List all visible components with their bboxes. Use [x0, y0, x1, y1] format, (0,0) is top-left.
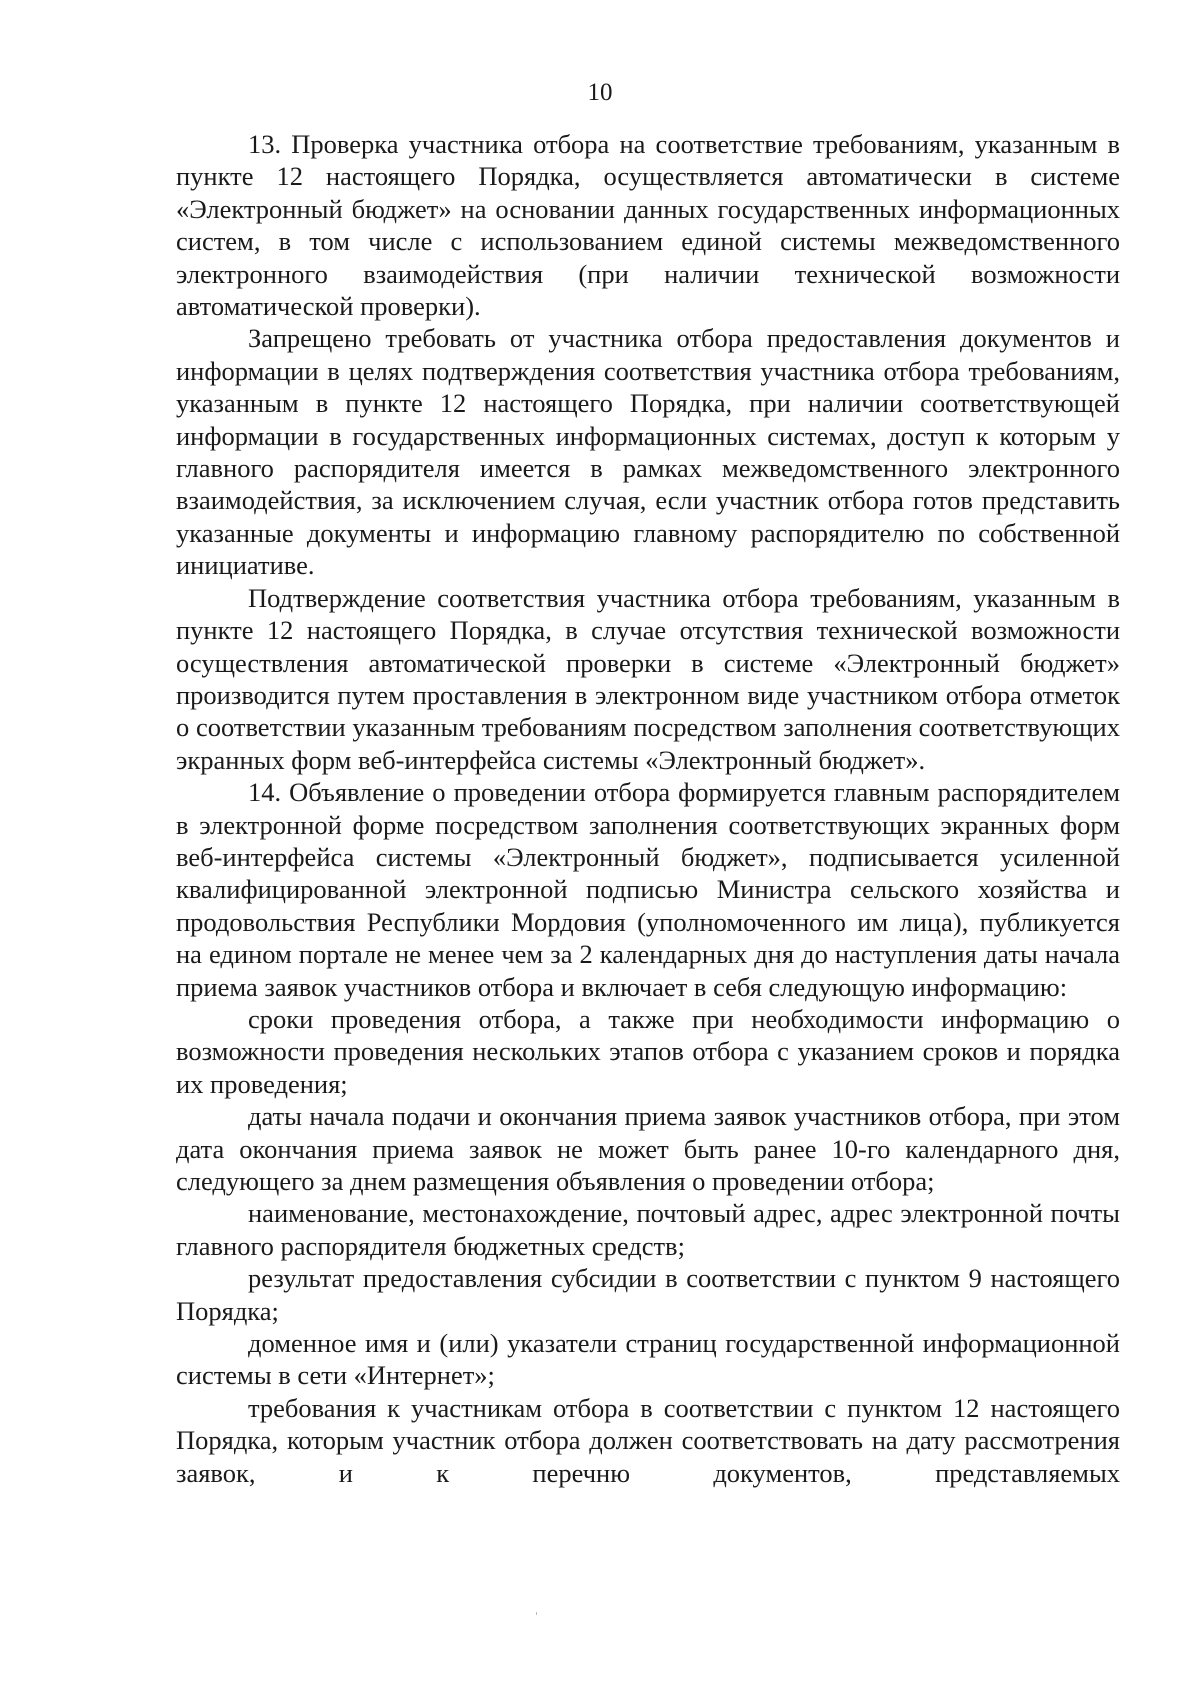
paragraph-13-verification: 13. Проверка участника отбора на соответствие требованиям, указанным в пункте 12 настоящего Порядка, осуществляется автоматически в системе «Электронный бюджет» на основании данных государственных информационных систем, в том числе с использованием единой системы межведомственного электронного взаимодействия (при наличии технической возможности автоматической проверки).	[176, 129, 1120, 322]
list-item-subsidy-result: результат предоставления субсидии в соответствии с пунктом 9 настоящего Порядка;	[176, 1263, 1120, 1326]
page-number: 10	[587, 79, 613, 106]
list-item-distributor-contacts: наименование, местонахождение, почтовый адрес, адрес электронной почты главного распорядителя бюджетных средств;	[176, 1198, 1120, 1261]
list-item-application-dates: даты начала подачи и окончания приема заявок участников отбора, при этом дата окончания приема заявок не может быть ранее 10-го календарного дня, следующего за днем размещения объявления о проведении отбора;	[176, 1101, 1120, 1196]
paragraph-confirmation-of-compliance: Подтверждение соответствия участника отбора требованиям, указанным в пункте 12 настоящего Порядка, в случае отсутствия технической возможности осуществления автоматической проверки в системе «Электронный бюджет» производится путем проставления в электронном виде участником отбора отметок о соответствии указанным требованиям посредством заполнения соответствующих экранных форм веб-интерфейса системы «Электронный бюджет».	[176, 582, 1120, 775]
paragraph-prohibition-of-document-requests: Запрещено требовать от участника отбора предоставления документов и информации в целях подтверждения соответствия участника отбора требованиям, указанным в пункте 12 настоящего Порядка, при наличии соответствующей информации в государственных информационных системах, доступ к которым у главного распорядителя имеется в рамках межведомственного электронного взаимодействия, за исключением случая, если участник отбора готов представить указанные документы и информацию главному распорядителю по собственной инициативе.	[176, 323, 1120, 581]
scan-speck	[536, 1612, 537, 1615]
document-body	[176, 128, 1120, 1489]
paragraph-14-announcement: 14. Объявление о проведении отбора формируется главным распорядителем в электронной форме посредством заполнения соответствующих экранных форм веб-интерфейса системы «Электронный бюджет», подписывается усиленной квалифицированной электронной подписью Министра сельского хозяйства и продовольствия Республики Мордовия (уполномоченного им лица), публикуется на едином портале не менее чем за 2 календарных дня до наступления даты начала приема заявок участников отбора и включает в себя следующую информацию:	[176, 777, 1120, 1002]
list-item-participant-requirements: требования к участникам отбора в соответствии с пунктом 12 настоящего Порядка, которым участник отбора должен соответствовать на дату рассмотрения заявок, и к перечню документов, представляемых	[176, 1392, 1120, 1488]
list-item-selection-terms: сроки проведения отбора, а также при необходимости информацию о возможности проведения нескольких этапов отбора с указанием сроков и порядка их проведения;	[176, 1003, 1120, 1099]
list-item-domain-name: доменное имя и (или) указатели страниц государственной информационной системы в сети «Интернет»;	[176, 1328, 1120, 1391]
